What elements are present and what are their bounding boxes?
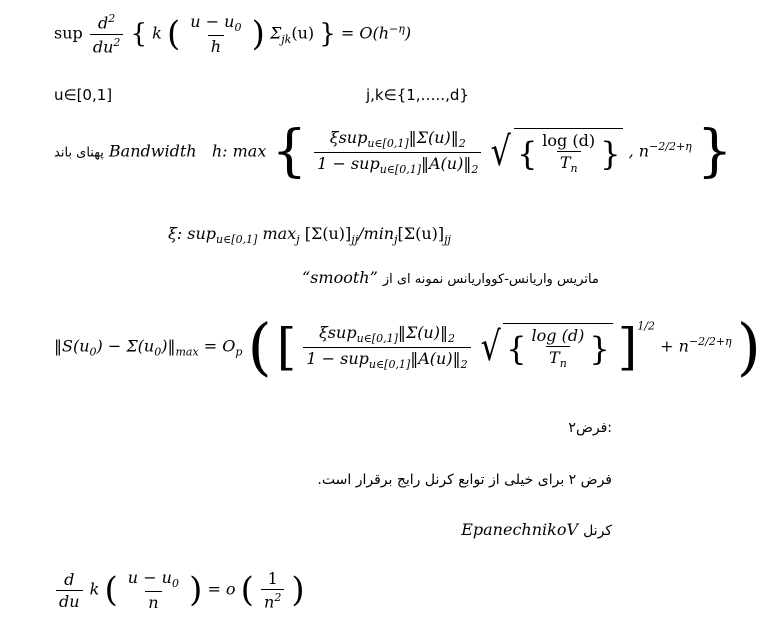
- condition-u: u∈[0,1]: [54, 86, 113, 104]
- kernel-name: EpanechnikoV: [461, 520, 579, 539]
- smooth-word: “smooth”: [302, 268, 378, 287]
- equation-xi: ξ: sup$_{u\in[0,1]}$ $\max_j [\Sigma(u)]_{jj}/\min_j[\Sigma(u)]_{jj}$: [168, 224, 451, 247]
- assumption-title: فرض۲:: [568, 420, 612, 436]
- bandwidth-ratio: $\frac{\xi sup_{u\in[0,1]}‖\Sigma(u)‖_2}{1 - sup_{u\in[0,1]}‖A(u)‖_2}$: [314, 128, 481, 175]
- assumption-text: فرض ۲ برای خیلی از توابع کرنل رایج برقرار است.: [317, 472, 612, 488]
- equation-kernel-derivative: $\frac{d}{du}$ k ( $\frac{u - u_0}{n}$ ) = o ( $\frac{1}{n^2}$ ): [54, 568, 305, 612]
- matrix-text-line: [302, 268, 599, 287]
- kernel-label: کرنل: [583, 523, 612, 539]
- second-derivative: $\frac{d^2}{du^2}$: [90, 12, 124, 56]
- matrix-text: ماتریس واریانس-کوواریانس نمونه ای از: [382, 272, 599, 287]
- kernel-k: k: [152, 23, 162, 43]
- condition-jk: j,k∈{1,…..,d}: [366, 86, 469, 104]
- equation-1: sup $\frac{d^2}{du^2}$ { k ( $\frac{u - u_0}{h}$ ) $\Sigma_{jk}(u)$ } = $O(h^{-\eta})$: [54, 12, 412, 57]
- sqrt-log-term-2: √ { $\frac{\log (d)}{T_n}$ }: [478, 323, 613, 370]
- equation-estimation-error: $‖S(u_0)$ − $\Sigma(u_0)‖_{max} = O_p$ ( [ $\frac{\xi sup_{u\in[0,1]}‖\Sigma(u)‖_2}{1 - sup_{u\in[0,1]}‖A(u)‖_2}$ √ { $\frac{\log (d)}{T_n}$ } ]$^{1/2} + n^{-2/2+\eta}$ ): [54, 310, 761, 383]
- bandwidth-persian-label: پهنای باند: [54, 145, 104, 161]
- kernel-line: [461, 520, 612, 539]
- sup-operator: sup: [54, 23, 83, 43]
- error-ratio: $\frac{\xi sup_{u\in[0,1]}‖\Sigma(u)‖_2}{1 - sup_{u\in[0,1]}‖A(u)‖_2}$: [303, 323, 470, 370]
- bandwidth-label: Bandwidth: [108, 141, 197, 161]
- sqrt-log-term: √ { $\frac{\log (d)}{T_n}$ }: [488, 128, 623, 175]
- equation-bandwidth: پهنای باند Bandwidth h: max { $\frac{\xi sup_{u\in[0,1]}‖\Sigma(u)‖_2}{1 - sup_{u\in[0,1]}‖A(u)‖_2}$ √ { $\frac{\log (d)}{T_n}$ } , $n^{-2/2+\eta}$ }: [54, 119, 733, 184]
- kernel-argument: $\frac{u - u_0}{h}$: [190, 12, 242, 57]
